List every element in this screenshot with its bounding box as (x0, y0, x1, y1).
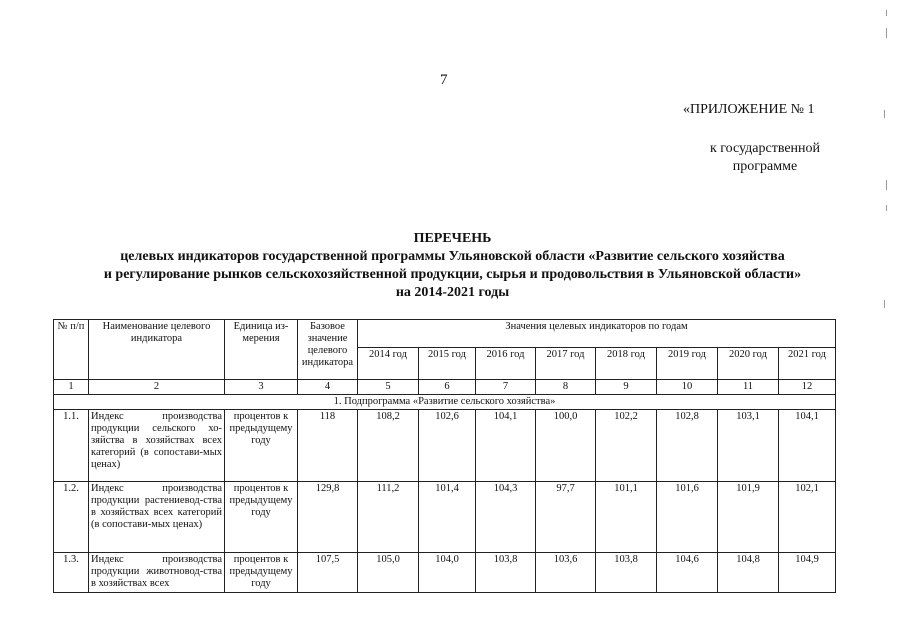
header-year: 2021 год (779, 348, 836, 380)
table-row (54, 410, 836, 482)
row-base: 107,5 (298, 553, 358, 593)
row-value: 104,1 (476, 410, 536, 482)
row-value: 101,1 (596, 482, 657, 553)
row-name: Индекс производства продукции сельского хо-зяйства в хозяйствах всех категорий (в сопостави-мых ценах) (89, 410, 225, 482)
table-row (54, 553, 836, 593)
row-value: 101,9 (718, 482, 779, 553)
title-heading: ПЕРЕЧЕНЬ (413, 231, 492, 246)
indicators-table (53, 319, 836, 593)
title-line-2: и регулирование рынков сельскохозяйственной продукции, сырья и продовольствия в Ульяновской области» (103, 267, 802, 282)
table-row (54, 482, 836, 553)
column-number: 11 (718, 380, 779, 395)
section-title: 1. Подпрограмма «Развитие сельского хозяйства» (54, 395, 836, 410)
row-value: 103,8 (596, 553, 657, 593)
row-value: 104,0 (419, 553, 476, 593)
row-value: 102,6 (419, 410, 476, 482)
row-value: 103,8 (476, 553, 536, 593)
column-number: 8 (536, 380, 596, 395)
row-value: 104,8 (718, 553, 779, 593)
header-year: 2014 год (358, 348, 419, 380)
row-value: 111,2 (358, 482, 419, 553)
row-name: Индекс производства продукции растениевод-ства в хозяйствах всех категорий (в сопостави-мых ценах) (89, 482, 225, 553)
row-value: 101,4 (419, 482, 476, 553)
row-num: 1.2. (54, 482, 89, 553)
row-base: 118 (298, 410, 358, 482)
column-number: 7 (476, 380, 536, 395)
row-value: 104,6 (657, 553, 718, 593)
header-year: 2016 год (476, 348, 536, 380)
row-value: 100,0 (536, 410, 596, 482)
appendix-label: «ПРИЛОЖЕНИЕ № 1 (683, 102, 815, 117)
column-number: 2 (89, 380, 225, 395)
column-number: 3 (225, 380, 298, 395)
column-number: 9 (596, 380, 657, 395)
title-line-1: целевых индикаторов государственной программы Ульяновской области «Развитие сельского хозяйства (120, 249, 785, 264)
row-value: 102,8 (657, 410, 718, 482)
header-year: 2018 год (596, 348, 657, 380)
row-value: 104,9 (779, 553, 836, 593)
row-value: 103,1 (718, 410, 779, 482)
row-value: 103,6 (536, 553, 596, 593)
row-value: 104,3 (476, 482, 536, 553)
header-base: Базовое значение целевого индикатора (298, 320, 358, 380)
row-value: 102,2 (596, 410, 657, 482)
row-unit: процентов к предыдущему году (225, 553, 298, 593)
row-value: 105,0 (358, 553, 419, 593)
header-unit: Единица из-мерения (225, 320, 298, 380)
row-value: 102,1 (779, 482, 836, 553)
row-unit: процентов к предыдущему году (225, 410, 298, 482)
row-unit: процентов к предыдущему году (225, 482, 298, 553)
row-value: 97,7 (536, 482, 596, 553)
header-year: 2020 год (718, 348, 779, 380)
row-name: Индекс производства продукции животновод-ства в хозяйствах всех (89, 553, 225, 593)
row-num: 1.1. (54, 410, 89, 482)
row-base: 129,8 (298, 482, 358, 553)
row-value: 101,6 (657, 482, 718, 553)
header-num: № п/п (54, 320, 89, 380)
to-program-note: к государственной программе (709, 141, 821, 174)
page-number: 7 (440, 72, 448, 88)
row-value: 108,2 (358, 410, 419, 482)
column-number: 5 (358, 380, 419, 395)
header-year: 2017 год (536, 348, 596, 380)
title-line-3: на 2014-2021 годы (395, 285, 510, 300)
header-year: 2019 год (657, 348, 718, 380)
column-number: 1 (54, 380, 89, 395)
header-years-group: Значения целевых индикаторов по годам (358, 320, 836, 348)
column-number: 6 (419, 380, 476, 395)
header-year: 2015 год (419, 348, 476, 380)
document-title (40, 230, 865, 302)
column-number: 10 (657, 380, 718, 395)
header-name: Наименование целевого индикатора (89, 320, 225, 380)
row-num: 1.3. (54, 553, 89, 593)
row-value: 104,1 (779, 410, 836, 482)
column-number: 12 (779, 380, 836, 395)
column-number: 4 (298, 380, 358, 395)
